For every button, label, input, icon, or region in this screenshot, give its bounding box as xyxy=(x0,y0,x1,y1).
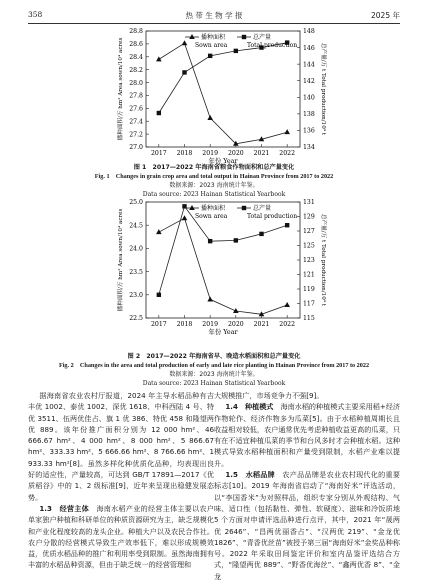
y-tick-label: 28.0 xyxy=(129,79,143,87)
paragraph-business-entities: 海南水稻产业的经营主体主要以农户单家独户种植和科研单位的种质资源研究为主，缺乏规模化和产业化程度较高的龙头企业。种植大户以及农民合作社。农户分散的经营模式导致生产效率低下，难以形成规模效益，优质水稻品种的推广和利用率受到限制。虽然海南拥有丰富的水稻品种资源，但由于缺乏统一的经营管理和 xyxy=(28,503,214,570)
y-tick-label: 28.2 xyxy=(129,66,143,74)
legend-label-en: Total production xyxy=(247,213,298,220)
data-point-triangle xyxy=(284,302,290,307)
section-heading-1-4: 1.4 种植模式 xyxy=(225,402,274,412)
y2-tick-label: 142 xyxy=(303,77,315,85)
legend-label-en: Total production xyxy=(247,42,298,49)
data-point-triangle xyxy=(156,56,162,61)
y2-tick-label: 146 xyxy=(303,44,315,52)
x-tick-label: 2017 xyxy=(150,150,167,157)
y-tick-label: 23.0 xyxy=(129,292,143,299)
legend-label-en: Sown area xyxy=(195,42,228,49)
figure-1-source-zh: 数据来源：2023 海南统计年鉴。 xyxy=(169,182,259,189)
y-tick-label: 27.4 xyxy=(129,118,143,126)
x-tick-label: 2017 xyxy=(150,321,167,328)
running-header xyxy=(28,10,400,22)
x-tick-label: 2018 xyxy=(176,150,193,157)
data-point-triangle xyxy=(182,215,188,220)
figure-2-source-zh: 数据来源：2023 海南统计年鉴。 xyxy=(169,371,259,378)
figure-1-caption-zh: 图 1 2017—2022 年海南省粮食作物面积和总产量变化 xyxy=(133,164,295,171)
y2-axis-title: 总产量/万 t Total production/10⁴ t xyxy=(320,42,326,136)
left-column xyxy=(28,390,214,571)
y2-tick-label: 138 xyxy=(303,111,315,119)
legend-label-en: Sown area xyxy=(195,213,228,220)
paragraph-rice-varieties: 据海南省农业农村厅报道，2024 年主导水稻品种有吉丰优 1002、泰优 1002、深优 1618、中科西陆 4 号、特优 3511、伍两优佳占、旗 1 优 386、特优 458 和隆望两优 889。该年份推广面积分别为 12 000 hm²、46 666.67 hm²、4 000 hm²、8 000 hm²、5 866.67 hm²、333.33 hm²、5 666.66 hm²、8 766.66 hm²、1 933.33 hm²[8]。虽然多样化种优质化品种，均表现出良好的适应性，产量较高，可达到 GB/T 17891—2017《优质稻谷》中的 1、2 级标准[9]，近年来呈现出稳健发展态势。 xyxy=(28,391,214,502)
y-tick-label: 27.2 xyxy=(129,131,143,139)
y-tick-label: 27.8 xyxy=(129,92,143,100)
y2-tick-label: 125 xyxy=(303,242,315,250)
y-axis-title: 播种面积/万 hm² Area sown/10⁴ acres xyxy=(118,37,124,141)
y2-tick-label: 134 xyxy=(303,144,315,152)
journal-name: 热 带 生 物 学 报 xyxy=(185,11,243,20)
x-tick-label: 2019 xyxy=(202,321,219,328)
legend-label: 总产量 xyxy=(253,34,272,42)
y-tick-label: 24.5 xyxy=(129,222,143,230)
figure-2-source-en: Data source: 2023 Hainan Statistical Yearbook xyxy=(142,380,286,387)
y-tick-label: 24.0 xyxy=(129,245,143,253)
legend-marker-square xyxy=(242,35,246,39)
section-heading-1-5: 1.5 水稻品牌 xyxy=(225,470,276,480)
data-point-square xyxy=(208,54,212,58)
y-tick-label: 28.4 xyxy=(129,53,143,61)
page-number: 358 xyxy=(28,10,43,19)
figure-2-chart xyxy=(0,198,427,343)
y2-tick-label: 115 xyxy=(303,315,315,323)
issue-year: 2025 年 xyxy=(371,11,400,20)
y-tick-label: 25.0 xyxy=(129,199,143,207)
x-tick-label: 2020 xyxy=(227,150,244,157)
y-tick-label: 28.8 xyxy=(129,28,143,36)
x-axis-title: 年份 Year xyxy=(208,157,238,165)
paragraph-rice-brand: 农产品品牌是农业农村现代化的重要标志[10]。2019 年海南省启动了“海南好米”评选活动，以“李国香米”为对照样品，组织专家分别从外观结构、气味、适口性（包括黏性、弹性、软硬度）、滋味和冷饭质地 5 个方面对申请评选品种进行点评，其中，2021 年“晟两优 2646”、“昌两优丽香占”、“汉两优 219”、“金龙优 1826”、“青香优丝苗”被授予第三届“海南好米”金奖品种称号。2022 年采取田间鉴定评价和室内品鉴评选结合方式，“隆望两优 889”、“野香优海丝”、“鑫两优香 8”、“金龙 xyxy=(214,470,400,581)
y2-tick-label: 123 xyxy=(303,257,315,265)
y-tick-label: 23.5 xyxy=(129,268,143,276)
data-point-square xyxy=(208,239,212,243)
data-point-triangle xyxy=(182,40,188,45)
right-column xyxy=(214,390,400,582)
data-point-square xyxy=(157,293,161,297)
section-heading-1-3: 1.3 经营主体 xyxy=(39,503,90,513)
data-point-square xyxy=(285,223,289,227)
x-axis-title: 年份 Year xyxy=(208,328,238,336)
y2-tick-label: 148 xyxy=(303,28,315,36)
figure-2-caption-en: Fig. 2 Changes in the area and total production of early and late rice planting in Hainan Province from 2017 to 2022 xyxy=(58,362,370,369)
figure-1-source-en: Data source: 2023 Hainan Statistical Yearbook xyxy=(142,191,286,198)
y2-tick-label: 140 xyxy=(303,94,315,102)
paragraph-continuation: 大规模推广，市场竞争力不强[9]。 xyxy=(214,391,324,400)
x-tick-label: 2020 xyxy=(227,321,244,328)
legend-label: 播种面积 xyxy=(201,34,226,42)
y2-tick-label: 136 xyxy=(303,127,315,135)
figure-2-caption-zh: 图 2 2017—2022 年海南省早、晚造水稻面积和总产量变化 xyxy=(127,353,301,360)
y2-tick-label: 121 xyxy=(303,271,315,279)
y2-tick-label: 129 xyxy=(303,213,315,221)
y-tick-label: 27.0 xyxy=(129,144,143,152)
series-line-0 xyxy=(159,43,287,144)
data-point-triangle xyxy=(207,115,213,120)
data-point-triangle xyxy=(284,129,290,134)
legend-marker-triangle xyxy=(189,205,195,210)
data-point-triangle xyxy=(156,229,162,234)
y2-axis-title: 总产量/万 t Total production/10⁴ t xyxy=(320,213,326,307)
x-tick-label: 2021 xyxy=(253,321,270,328)
y2-tick-label: 131 xyxy=(303,199,315,207)
y2-tick-label: 117 xyxy=(303,300,315,308)
y2-tick-label: 119 xyxy=(303,286,315,294)
data-point-square xyxy=(259,232,263,236)
x-tick-label: 2021 xyxy=(253,150,270,157)
legend-label: 总产量 xyxy=(253,205,272,213)
y2-tick-label: 127 xyxy=(303,228,315,236)
x-tick-label: 2019 xyxy=(202,150,219,157)
figure-1-caption-en: Fig. 1 Changes in grain crop area and total output in Hainan Province from 2017 to 2022 xyxy=(94,173,334,180)
x-tick-label: 2018 xyxy=(176,321,193,328)
data-point-square xyxy=(234,49,238,53)
y-tick-label: 22.5 xyxy=(129,315,143,323)
data-point-square xyxy=(182,70,186,74)
paragraph-planting-model: 海南水稻的种植模式主要采用稻+经济作物轮作、经济作物多为瓜菜[5]。由于水稻种植周期长且收益相对较低，农户通常优先考虑种植收益更高的瓜菜，只有在不适宜种植瓜菜的季节和台风多时才会种植水稻。这种模式导致水稻种植面积和产量受到限制，水稻产业难以提升。 xyxy=(214,402,401,468)
series-line-0 xyxy=(159,218,287,314)
series-line-1 xyxy=(159,43,287,113)
figure-1-chart xyxy=(0,27,427,177)
legend-label: 播种面积 xyxy=(201,205,226,213)
legend-marker-square xyxy=(242,206,246,210)
y-axis-title: 播种面积/万 hm² Area sown/10⁴ acres xyxy=(118,208,124,312)
data-point-square xyxy=(234,238,238,242)
y-tick-label: 28.6 xyxy=(129,41,143,49)
header-rule xyxy=(28,23,400,24)
x-tick-label: 2022 xyxy=(279,150,296,157)
data-point-triangle xyxy=(207,296,213,301)
y-tick-label: 27.6 xyxy=(129,105,143,113)
legend-marker-triangle xyxy=(189,34,195,39)
data-point-square xyxy=(157,111,161,115)
y2-tick-label: 144 xyxy=(303,61,315,69)
x-tick-label: 2022 xyxy=(279,321,296,328)
